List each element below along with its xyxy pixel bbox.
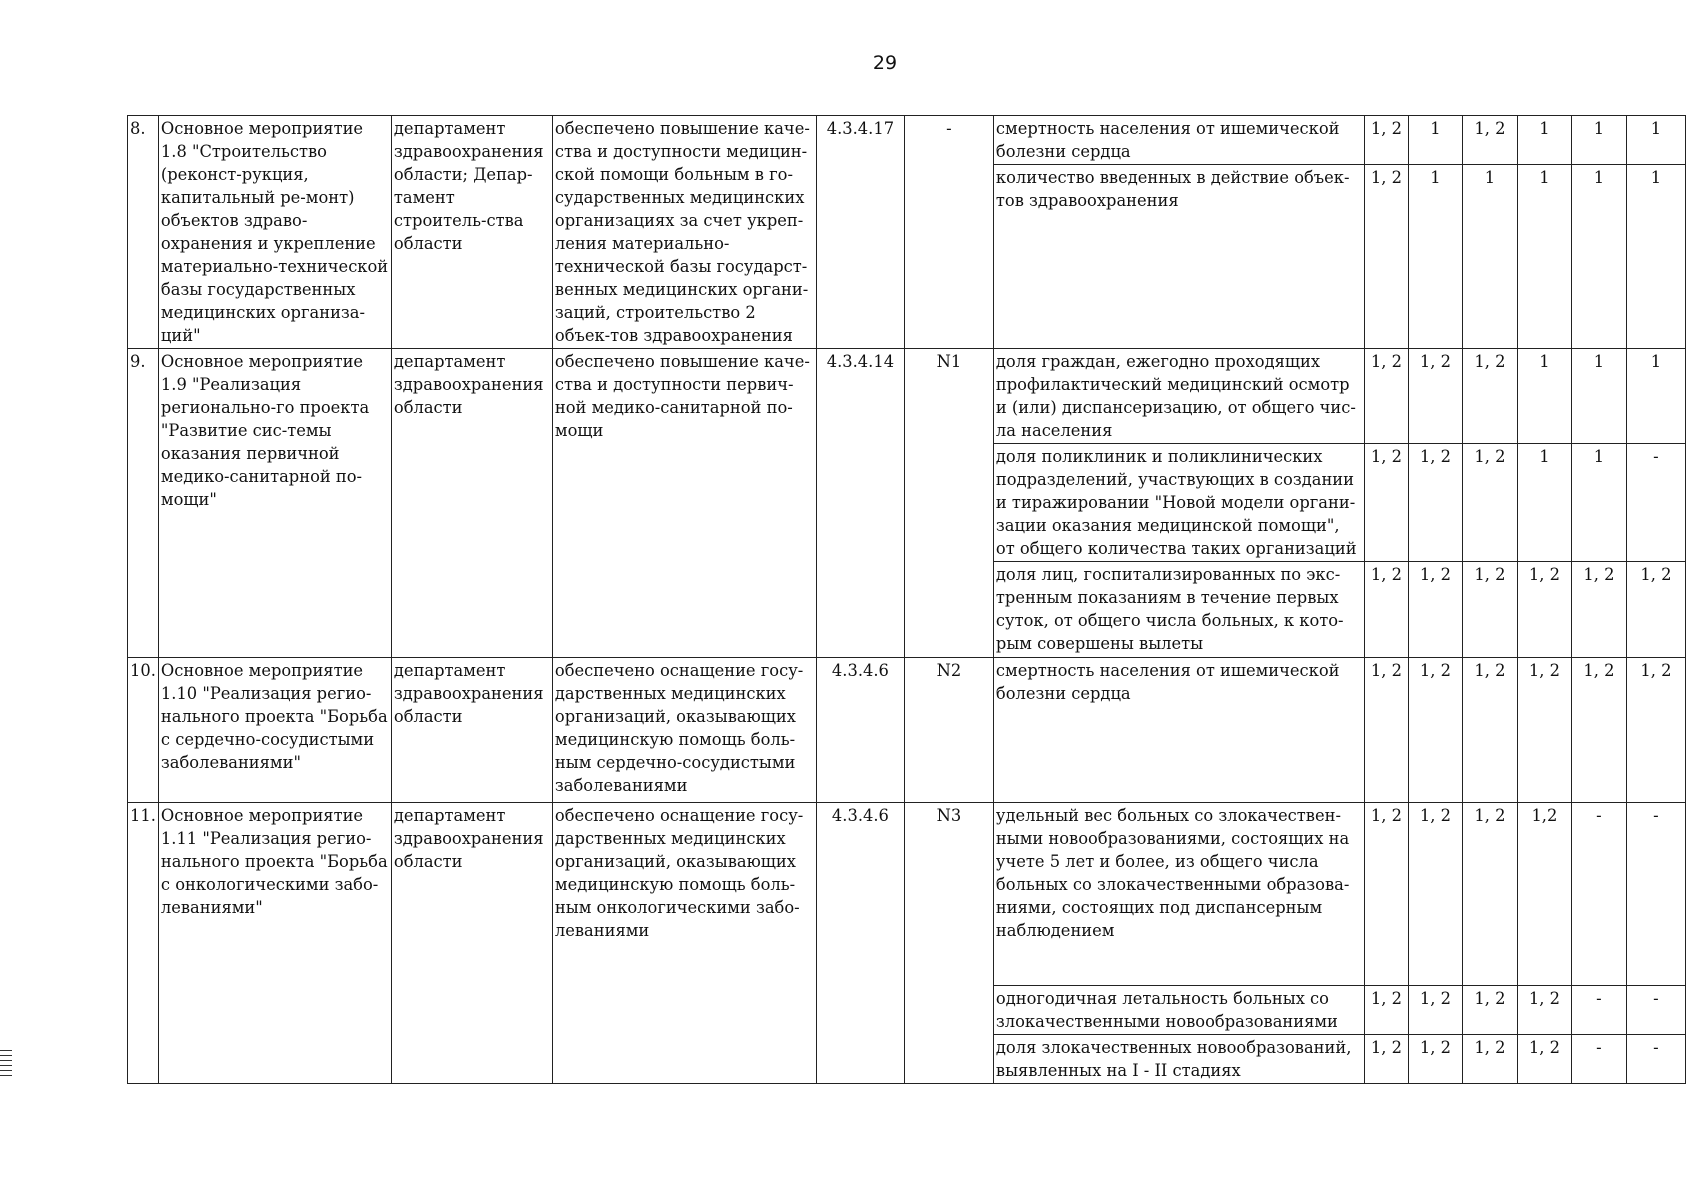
value-cell: 1, 2 xyxy=(1517,1035,1571,1084)
value-cell: 1, 2 xyxy=(1408,562,1462,658)
value-cell: 1 xyxy=(1571,349,1626,444)
value-cell: 1 xyxy=(1408,116,1462,165)
value-cell: 1, 2 xyxy=(1408,1035,1462,1084)
value-cell: 1, 2 xyxy=(1571,562,1626,658)
value-cell: 1 xyxy=(1571,165,1626,349)
value-cell: 1 xyxy=(1462,165,1517,349)
value-cell: 1, 2 xyxy=(1626,658,1685,803)
value-cell: 1 xyxy=(1571,116,1626,165)
indicator-cell: количество введенных в действие объек-тов здравоохранения xyxy=(993,165,1364,349)
page-number: 29 xyxy=(872,52,898,74)
value-cell: 1, 2 xyxy=(1462,1035,1517,1084)
result-cell: обеспечено оснащение госу-дарственных медицинских организаций, оказывающих медицинскую помощь боль-ным онкологическими забо-леваниями xyxy=(552,803,816,1084)
value-cell: 1, 2 xyxy=(1517,986,1571,1035)
value-cell: 1 xyxy=(1517,349,1571,444)
value-cell: 1, 2 xyxy=(1364,562,1408,658)
program-table xyxy=(127,115,1686,1084)
executor-cell: департамент здравоохранения области; Депар-тамент строитель-ства области xyxy=(391,116,552,349)
value-cell: - xyxy=(1626,803,1685,986)
value-cell: 1, 2 xyxy=(1462,349,1517,444)
event-name: Основное мероприятие 1.10 "Реализация регио-нального проекта "Борьба с сердечно-сосудистыми заболеваниями" xyxy=(158,658,391,803)
code-cell: 4.3.4.6 xyxy=(816,803,904,1084)
executor-cell: департамент здравоохранения области xyxy=(391,658,552,803)
code-cell: 4.3.4.17 xyxy=(816,116,904,349)
value-cell: 1, 2 xyxy=(1364,803,1408,986)
value-cell: 1, 2 xyxy=(1364,1035,1408,1084)
code-cell: 4.3.4.6 xyxy=(816,658,904,803)
result-cell: обеспечено повышение каче-ства и доступности первич-ной медико-санитарной по-мощи xyxy=(552,349,816,658)
value-cell: 1 xyxy=(1517,165,1571,349)
indicator-cell: смертность населения от ишемической болезни сердца xyxy=(993,658,1364,803)
indicator-cell: смертность населения от ишемической болезни сердца xyxy=(993,116,1364,165)
value-cell: 1, 2 xyxy=(1364,349,1408,444)
value-cell: 1 xyxy=(1626,116,1685,165)
value-cell: - xyxy=(1626,986,1685,1035)
margin-scan-marks xyxy=(0,1050,12,1080)
value-cell: 1 xyxy=(1517,444,1571,562)
event-name: Основное мероприятие 1.9 "Реализация регионально-го проекта "Развитие сис-темы оказания первичной медико-санитарной по-мощи" xyxy=(158,349,391,658)
table-row xyxy=(128,803,1686,986)
row-number: 11. xyxy=(128,803,159,1084)
value-cell: 1, 2 xyxy=(1462,658,1517,803)
value-cell: - xyxy=(1571,1035,1626,1084)
value-cell: 1, 2 xyxy=(1462,116,1517,165)
indicator-cell: доля поликлиник и поликлинических подразделений, участвующих в создании и тиражировании "Новой модели органи-зации оказания медицинской помощи", от общего количества таких организаций xyxy=(993,444,1364,562)
row-number: 10. xyxy=(128,658,159,803)
table-row xyxy=(128,658,1686,803)
value-cell: 1 xyxy=(1571,444,1626,562)
value-cell: 1, 2 xyxy=(1571,658,1626,803)
event-name: Основное мероприятие 1.11 "Реализация регио-нального проекта "Борьба с онкологическими забо-леваниями" xyxy=(158,803,391,1084)
value-cell: 1, 2 xyxy=(1517,658,1571,803)
value-cell: 1, 2 xyxy=(1364,165,1408,349)
value-cell: 1 xyxy=(1517,116,1571,165)
value-cell: 1, 2 xyxy=(1408,349,1462,444)
executor-cell: департамент здравоохранения области xyxy=(391,803,552,1084)
result-cell: обеспечено оснащение госу-дарственных медицинских организаций, оказывающих медицинскую помощь боль-ным сердечно-сосудистыми заболеваниями xyxy=(552,658,816,803)
result-cell: обеспечено повышение каче-ства и доступности медицин-ской помощи больным в го-сударственных медицинских организациях за счет укреп-ления материально-технической базы государст-венных медицинских органи-заций, строительство 2 объек-тов здравоохранения xyxy=(552,116,816,349)
value-cell: 1, 2 xyxy=(1364,658,1408,803)
row-number: 8. xyxy=(128,116,159,349)
link-cell: N2 xyxy=(904,658,993,803)
value-cell: - xyxy=(1571,803,1626,986)
table-row xyxy=(128,349,1686,444)
value-cell: 1,2 xyxy=(1517,803,1571,986)
value-cell: 1, 2 xyxy=(1408,658,1462,803)
indicator-cell: удельный вес больных со злокачествен-ными новообразованиями, состоящих на учете 5 лет и более, из общего числа больных со злокачественными образова-ниями, состоящих под диспансерным наблюдением xyxy=(993,803,1364,986)
indicator-cell: доля лиц, госпитализированных по экс-тренным показаниям в течение первых суток, от общего числа больных, к кото-рым совершены вылеты xyxy=(993,562,1364,658)
code-cell: 4.3.4.14 xyxy=(816,349,904,658)
value-cell: 1, 2 xyxy=(1364,986,1408,1035)
value-cell: 1, 2 xyxy=(1462,986,1517,1035)
value-cell: 1, 2 xyxy=(1364,116,1408,165)
link-cell: - xyxy=(904,116,993,349)
value-cell: 1, 2 xyxy=(1408,803,1462,986)
value-cell: - xyxy=(1626,1035,1685,1084)
value-cell: 1 xyxy=(1408,165,1462,349)
value-cell: 1, 2 xyxy=(1462,803,1517,986)
table-body xyxy=(128,116,1686,1084)
value-cell: 1, 2 xyxy=(1462,444,1517,562)
value-cell: 1, 2 xyxy=(1626,562,1685,658)
row-number: 9. xyxy=(128,349,159,658)
link-cell: N3 xyxy=(904,803,993,1084)
value-cell: 1, 2 xyxy=(1408,444,1462,562)
value-cell: - xyxy=(1571,986,1626,1035)
table-row xyxy=(128,116,1686,165)
value-cell: 1, 2 xyxy=(1408,986,1462,1035)
value-cell: 1, 2 xyxy=(1517,562,1571,658)
value-cell: 1 xyxy=(1626,349,1685,444)
value-cell: 1 xyxy=(1626,165,1685,349)
event-name: Основное мероприятие 1.8 "Строительство (реконст-рукция, капитальный ре-монт) объектов здраво-охранения и укрепление материально-технической базы государственных медицинских организа-ций" xyxy=(158,116,391,349)
value-cell: 1, 2 xyxy=(1364,444,1408,562)
indicator-cell: доля злокачественных новообразований, выявленных на I - II стадиях xyxy=(993,1035,1364,1084)
value-cell: - xyxy=(1626,444,1685,562)
executor-cell: департамент здравоохранения области xyxy=(391,349,552,658)
link-cell: N1 xyxy=(904,349,993,658)
value-cell: 1, 2 xyxy=(1462,562,1517,658)
indicator-cell: доля граждан, ежегодно проходящих профилактический медицинский осмотр и (или) диспансеризацию, от общего чис-ла населения xyxy=(993,349,1364,444)
indicator-cell: одногодичная летальность больных со злокачественными новообразованиями xyxy=(993,986,1364,1035)
